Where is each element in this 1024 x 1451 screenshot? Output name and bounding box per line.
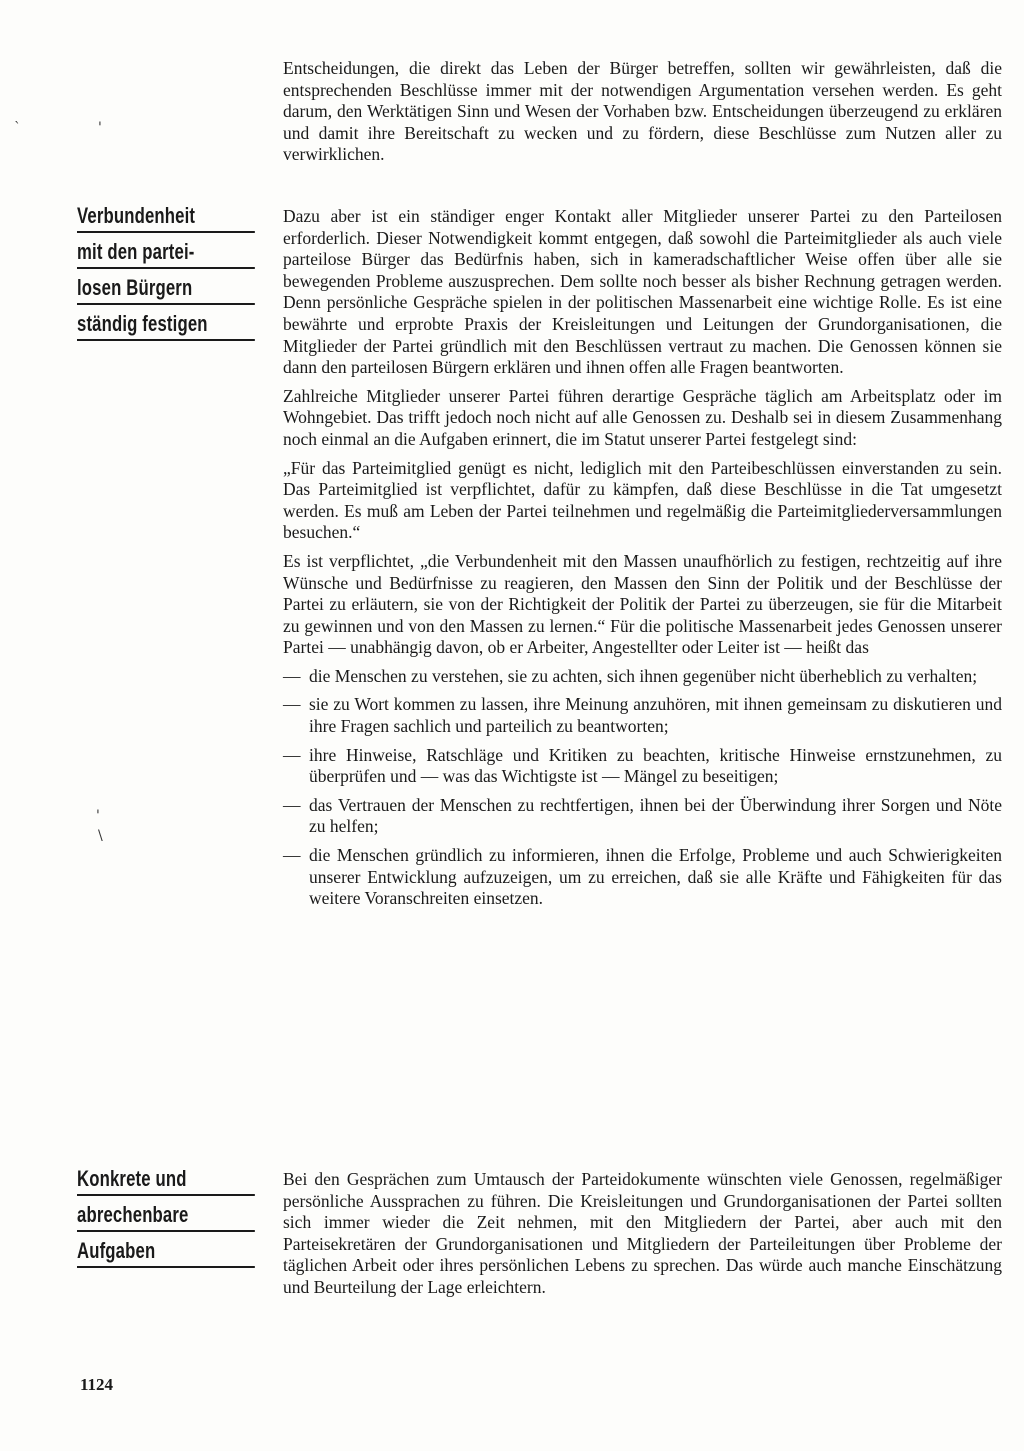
dash-marker: — [283, 845, 301, 866]
list-item [283, 694, 1002, 737]
dash-marker: — [283, 794, 301, 815]
section1-paragraph: Zahlreiche Mitglieder unserer Partei führen derartige Gespräche täglich am Arbeitsplatz oder im Wohngebiet. Das trifft jedoch noch nicht auf alle Genossen zu. Deshalb sei in diesem Zusammenhang noch einmal an die Aufgaben erinnert, die im Statut unserer Partei festgelegt sind: [283, 385, 1002, 449]
list-item-text: sie zu Wort kommen zu lassen, ihre Meinung anzuhören, mit ihnen gemeinsam zu diskutieren und ihre Fragen sachlich und parteilich zu beantworten; [309, 694, 1002, 737]
section2-paragraph: Bei den Gesprächen zum Umtausch der Parteidokumente wünschten viele Genossen, regelmäßiger persönliche Aussprachen zu führen. Die Kreisleitungen und Grundorganisationen der Partei sollten sich immer wieder die Zeit nehmen, mit den Mitgliedern der Partei, aber auch mit den Parteisekretären der Grundorganisationen und Mitgliedern der Parteileitungen über Probleme der täglichen Arbeit oder ihres persönlichen Lebens zu sprechen. Das würde auch manche Einschätzung und Beurteilung der Lage erleichtern. [283, 1169, 1002, 1297]
section1-heading-line: ständig festigen [77, 308, 255, 341]
section1-heading [77, 200, 255, 344]
list-item-text: die Menschen zu verstehen, sie zu achten, sich ihnen gegenüber nicht überheblich zu verhalten; [309, 665, 978, 686]
scan-mark: \ [98, 828, 103, 844]
section1-heading-line: mit den partei- [77, 236, 255, 269]
list-item [283, 745, 1002, 788]
dash-marker: — [283, 744, 301, 765]
section2-body [283, 1169, 1002, 1306]
section2-heading-line: Konkrete und [77, 1163, 255, 1196]
section1-paragraph: Dazu aber ist ein ständiger enger Kontakt aller Mitglieder unserer Partei zu den Parteilosen erforderlich. Dieser Notwendigkeit kommt entgegen, daß sowohl die Parteimitglieder als auch viele parteilose Bürger das Bedürfnis haben, sich in kameradschaftlicher Weise offen über alle sie bewegenden Probleme auszusprechen. Dem sollte noch besser als bisher Rechnung getragen werden. Denn persönliche Gespräche spielen in der politischen Massenarbeit eine wichtige Rolle. Es ist eine bewährte und erprobte Praxis der Kreisleitungen und Leitungen der Grundorganisationen, die Mitglieder der Partei gründlich mit den Beschlüssen vertraut zu machen. Die Genossen können sie dann den parteilosen Bürgern erklären und ihnen offen alle Fragen beantworten. [283, 206, 1002, 378]
list-item [283, 795, 1002, 838]
list-item-text: die Menschen gründlich zu informieren, ihnen die Erfolge, Probleme und auch Schwierigkeiten unserer Entwicklung aufzuzeigen, um zu erreichen, daß sie alle Kräfte und Fähigkeiten für das weitere Voranschreiten einsetzen. [309, 845, 1002, 909]
statute-quote: „Für das Parteimitglied genügt es nicht, lediglich mit den Parteibeschlüssen einverstanden zu sein. Das Parteimitglied ist verpflichtet, dafür zu kämpfen, daß diese Beschlüsse in die Tat umgesetzt werden. Es muß am Leben der Partei teilnehmen und regelmäßig die Parteimitgliederversammlungen besuchen.“ [283, 457, 1002, 543]
intro-block [283, 58, 1002, 173]
scan-mark: ` [14, 120, 21, 136]
list-item [283, 666, 1002, 688]
section2-heading-line: abrechenbare [77, 1199, 255, 1232]
section1-body [283, 206, 1002, 917]
section2-heading-line: Aufgaben [77, 1235, 255, 1268]
dash-marker: — [283, 694, 301, 715]
section1-heading-line: Verbundenheit [77, 200, 255, 233]
list-item [283, 845, 1002, 910]
section1-heading-line: losen Bürgern [77, 272, 255, 305]
page-number: 1124 [80, 1375, 114, 1394]
scan-mark: ' [96, 808, 100, 824]
section2-heading [77, 1163, 255, 1271]
dash-marker: — [283, 665, 301, 686]
intro-paragraph: Entscheidungen, die direkt das Leben der Bürger betreffen, sollten wir gewährleisten, daß die entsprechenden Beschlüsse immer mit der notwendigen Argumentation versehen werden. Es geht darum, den Werktätigen Sinn und Wesen der Vorhaben bzw. Entscheidungen überzeugend zu erklären und damit ihre Bereitschaft zu wecken und zu fördern, diese Beschlüsse zum Nutzen aller zu verwirklichen. [283, 58, 1002, 165]
list-item-text: ihre Hinweise, Ratschläge und Kritiken zu beachten, kritische Hinweise ernstzunehmen, zu überprüfen und — was das Wichtigste ist — Mängel zu beseitigen; [309, 744, 1002, 787]
section1-paragraph: Es ist verpflichtet, „die Verbundenheit mit den Massen unaufhörlich zu festigen, rechtzeitig auf ihre Wünsche und Bedürfnisse zu reagieren, den Massen den Sinn der Politik und der Beschlüsse der Partei zu erläutern, sie von der Richtigkeit der Politik der Partei zu überzeugen, sie für die Mitarbeit zu gewinnen und von den Massen zu lernen.“ Für die politische Massenarbeit jedes Genossen unserer Partei — unabhängig davon, ob er Arbeiter, Angestellter oder Leiter ist — heißt das [283, 550, 1002, 658]
scan-mark: ' [98, 120, 102, 136]
duties-list [283, 666, 1002, 910]
list-item-text: das Vertrauen der Menschen zu rechtfertigen, ihnen bei der Überwindung ihrer Sorgen und Nöte zu helfen; [309, 794, 1002, 837]
